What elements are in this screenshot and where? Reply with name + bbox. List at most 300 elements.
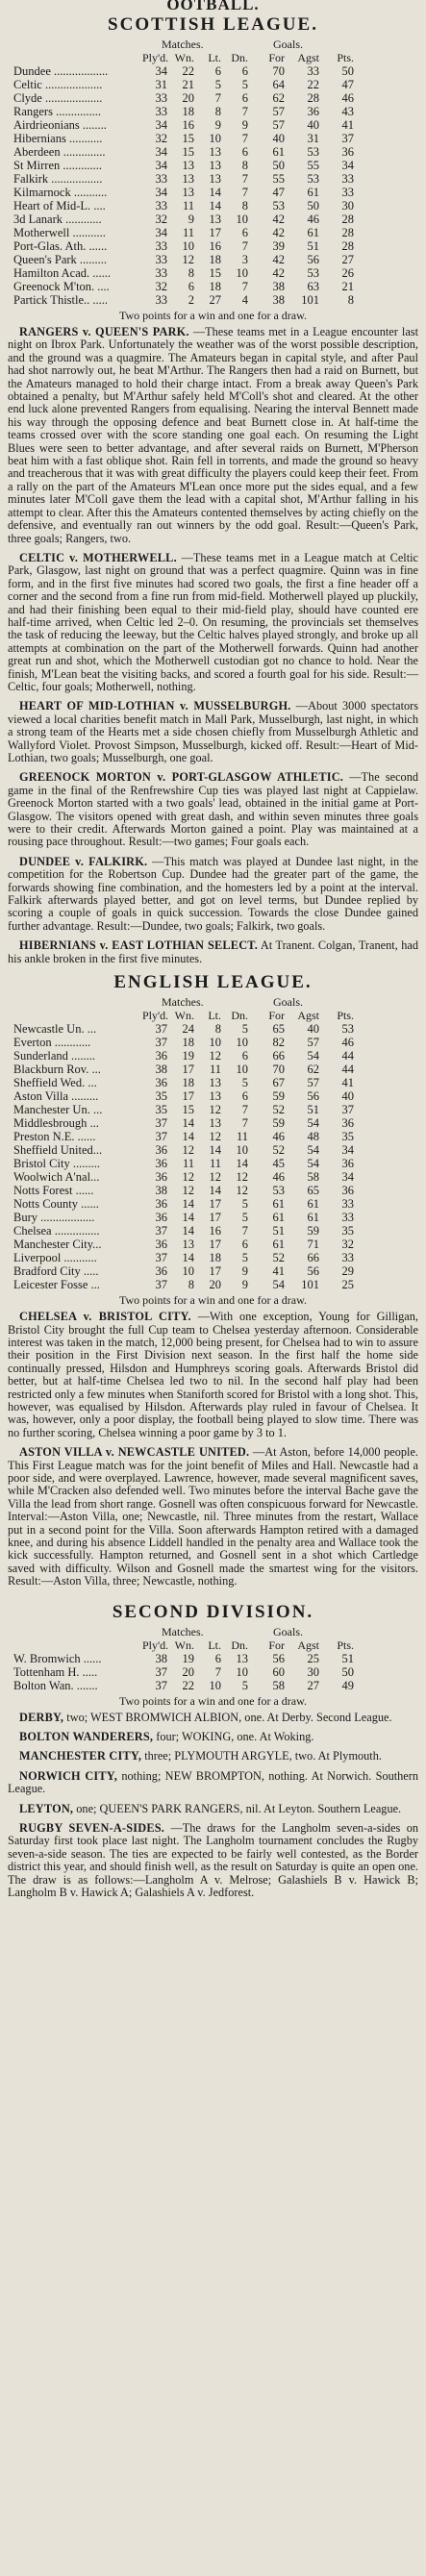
points-cell: 36 xyxy=(341,1184,354,1198)
played-cell: 33 xyxy=(155,105,167,118)
won-cell: 13 xyxy=(182,186,194,199)
matches-group-label: Matches. xyxy=(162,1624,204,1638)
report-headline: BOLTON WANDERERS, xyxy=(19,1730,154,1744)
table-row xyxy=(8,1665,418,1679)
drawn-cell: 6 xyxy=(241,1089,248,1104)
goals-for-cell: 41 xyxy=(272,1264,285,1279)
played-cell: 37 xyxy=(155,1278,167,1292)
goals-for-cell: 64 xyxy=(272,78,285,91)
table-row xyxy=(8,239,418,253)
lost-cell: 14 xyxy=(209,199,221,213)
lost-cell: 27 xyxy=(209,293,221,307)
report-body: nothing; NEW BROMPTON, nothing. At Norwich. Southern League. xyxy=(8,1768,419,1796)
points-cell: 41 xyxy=(341,118,354,132)
goals-for-cell: 46 xyxy=(272,1170,285,1185)
goals-against-cell: 40 xyxy=(307,1022,319,1037)
goals-group-label: Goals. xyxy=(273,1624,303,1638)
drawn-cell: 7 xyxy=(241,239,248,253)
lost-cell: 17 xyxy=(209,1211,221,1225)
goals-for-cell: 66 xyxy=(272,1049,285,1063)
goals-for-cell: 61 xyxy=(272,145,285,159)
goals-against-cell: 46 xyxy=(307,213,319,226)
goals-against-cell: 31 xyxy=(307,132,319,145)
lost-cell: 8 xyxy=(214,105,221,118)
played-cell: 34 xyxy=(155,159,167,172)
points-cell: 35 xyxy=(341,1224,354,1238)
played-cell: 32 xyxy=(155,213,167,226)
header-won: Wn. xyxy=(174,1638,194,1652)
goals-against-cell: 25 xyxy=(307,1651,319,1665)
won-cell: 22 xyxy=(182,64,194,78)
won-cell: 17 xyxy=(182,1063,194,1077)
lost-cell: 17 xyxy=(209,1238,221,1252)
points-cell: 44 xyxy=(341,1049,354,1063)
goals-against-cell: 54 xyxy=(307,1116,319,1131)
team-name-cell: Bradford City ..... xyxy=(13,1264,99,1279)
played-cell: 36 xyxy=(155,1211,167,1225)
table-row xyxy=(8,91,418,105)
team-name-cell: Everton ............ xyxy=(13,1036,91,1050)
goals-against-cell: 28 xyxy=(307,91,319,105)
report-headline: DUNDEE v. FALKIRK. xyxy=(19,854,148,868)
played-cell: 33 xyxy=(155,253,167,266)
header-points: Pts. xyxy=(337,51,354,64)
points-cell: 26 xyxy=(341,266,354,280)
table-row xyxy=(8,1089,418,1103)
drawn-cell: 10 xyxy=(236,1063,248,1077)
played-cell: 32 xyxy=(155,132,167,145)
points-cell: 36 xyxy=(341,1157,354,1171)
table-row xyxy=(8,1103,418,1116)
lost-cell: 11 xyxy=(209,1063,221,1077)
goals-against-cell: 63 xyxy=(307,280,319,293)
played-cell: 37 xyxy=(155,1116,167,1131)
lost-cell: 10 xyxy=(209,1678,221,1692)
won-cell: 12 xyxy=(182,1170,194,1185)
second-division-section xyxy=(8,1602,418,1900)
goals-against-cell: 36 xyxy=(307,105,319,118)
team-name-cell: Sheffield United... xyxy=(13,1143,103,1158)
goals-for-cell: 62 xyxy=(272,91,285,105)
goals-against-cell: 53 xyxy=(307,145,319,159)
drawn-cell: 7 xyxy=(241,172,248,186)
points-cell: 28 xyxy=(341,239,354,253)
points-cell: 34 xyxy=(341,1170,354,1185)
goals-for-cell: 52 xyxy=(272,1103,285,1117)
goals-for-cell: 59 xyxy=(272,1116,285,1131)
points-cell: 53 xyxy=(341,1022,354,1037)
match-report xyxy=(8,1446,418,1588)
team-name-cell: Liverpool ........... xyxy=(13,1251,97,1265)
won-cell: 9 xyxy=(188,213,194,226)
table-row xyxy=(8,293,418,307)
goals-against-cell: 54 xyxy=(307,1143,319,1158)
table-row xyxy=(8,1652,418,1665)
drawn-cell: 10 xyxy=(236,213,248,226)
match-report xyxy=(8,552,418,693)
header-against: Agst xyxy=(297,1638,319,1652)
table-row xyxy=(8,172,418,186)
english-match-reports xyxy=(8,1311,418,1588)
points-cell: 34 xyxy=(341,1143,354,1158)
drawn-cell: 10 xyxy=(236,1143,248,1158)
won-cell: 16 xyxy=(182,118,194,132)
goals-for-cell: 39 xyxy=(272,239,285,253)
lost-cell: 10 xyxy=(209,132,221,145)
points-cell: 30 xyxy=(341,199,354,213)
report-headline: GREENOCK MORTON v. PORT-GLASGOW ATHLETIC. xyxy=(19,770,344,785)
english-column-groups xyxy=(8,995,418,1009)
points-cell: 40 xyxy=(341,1089,354,1104)
lost-cell: 13 xyxy=(209,213,221,226)
scottish-league-section xyxy=(8,14,418,965)
lost-cell: 13 xyxy=(209,172,221,186)
header-won: Wn. xyxy=(174,1009,194,1023)
won-cell: 6 xyxy=(188,280,194,293)
won-cell: 13 xyxy=(182,159,194,172)
goals-against-cell: 57 xyxy=(307,1036,319,1050)
goals-against-cell: 54 xyxy=(307,1157,319,1171)
lost-cell: 15 xyxy=(209,266,221,280)
team-name-cell: Manchester City... xyxy=(13,1238,102,1252)
match-report xyxy=(8,1731,418,1743)
drawn-cell: 12 xyxy=(236,1184,248,1198)
played-cell: 36 xyxy=(155,1197,167,1212)
header-drawn: Dn. xyxy=(231,51,248,64)
lost-cell: 17 xyxy=(209,1197,221,1212)
lost-cell: 18 xyxy=(209,253,221,266)
played-cell: 36 xyxy=(155,1238,167,1252)
lost-cell: 12 xyxy=(209,1170,221,1185)
match-report xyxy=(8,1750,418,1763)
section-masthead: OOTBALL. xyxy=(166,0,260,13)
second-division-title: SECOND DIVISION. xyxy=(112,1601,314,1622)
table-row xyxy=(8,226,418,239)
table-row xyxy=(8,1130,418,1143)
drawn-cell: 9 xyxy=(241,118,248,132)
goals-against-cell: 61 xyxy=(307,1197,319,1212)
goals-for-cell: 53 xyxy=(272,1184,285,1198)
goals-against-cell: 101 xyxy=(301,293,319,307)
played-cell: 35 xyxy=(155,1103,167,1117)
header-played: Ply'd. xyxy=(142,1009,169,1023)
goals-for-cell: 55 xyxy=(272,172,285,186)
lost-cell: 7 xyxy=(214,1664,221,1679)
goals-against-cell: 65 xyxy=(307,1184,319,1198)
goals-for-cell: 70 xyxy=(272,64,285,78)
english-league-section xyxy=(8,972,418,1588)
goals-against-cell: 56 xyxy=(307,1264,319,1279)
table-row xyxy=(8,266,418,280)
drawn-cell: 5 xyxy=(241,78,248,91)
goals-for-cell: 54 xyxy=(272,1278,285,1292)
goals-against-cell: 51 xyxy=(307,1103,319,1117)
drawn-cell: 6 xyxy=(241,145,248,159)
header-points: Pts. xyxy=(337,1009,354,1023)
drawn-cell: 10 xyxy=(236,1036,248,1050)
matches-group-label: Matches. xyxy=(162,995,204,1010)
team-name-cell: Bolton Wan. ....... xyxy=(13,1678,98,1692)
second-table-body xyxy=(8,1652,418,1692)
won-cell: 18 xyxy=(182,105,194,118)
team-name-cell: Dundee .................. xyxy=(13,64,109,78)
lost-cell: 12 xyxy=(209,1130,221,1144)
header-played: Ply'd. xyxy=(142,51,169,64)
scottish-league-title: SCOTTISH LEAGUE. xyxy=(108,14,318,35)
team-name-cell: Tottenham H. ..... xyxy=(13,1664,98,1679)
lost-cell: 20 xyxy=(209,1278,221,1292)
report-headline: NORWICH CITY, xyxy=(19,1768,118,1783)
goals-for-cell: 59 xyxy=(272,1089,285,1104)
drawn-cell: 6 xyxy=(241,1238,248,1252)
won-cell: 8 xyxy=(188,1278,194,1292)
goals-for-cell: 57 xyxy=(272,105,285,118)
table-row xyxy=(8,1197,418,1211)
team-name-cell: Chelsea ............... xyxy=(13,1224,100,1238)
match-report xyxy=(8,1822,418,1899)
won-cell: 14 xyxy=(182,1251,194,1265)
drawn-cell: 10 xyxy=(236,266,248,280)
played-cell: 33 xyxy=(155,293,167,307)
report-headline: RANGERS v. QUEEN'S PARK. xyxy=(19,325,189,338)
played-cell: 34 xyxy=(155,145,167,159)
lost-cell: 8 xyxy=(214,1022,221,1037)
team-name-cell: Queen's Park ......... xyxy=(13,253,108,266)
lost-cell: 13 xyxy=(209,159,221,172)
drawn-cell: 8 xyxy=(241,159,248,172)
drawn-cell: 7 xyxy=(241,1116,248,1131)
points-cell: 33 xyxy=(341,1197,354,1212)
won-cell: 17 xyxy=(182,1089,194,1104)
report-headline: LEYTON, xyxy=(19,1801,74,1815)
goals-against-cell: 53 xyxy=(307,266,319,280)
table-row xyxy=(8,253,418,266)
played-cell: 33 xyxy=(155,266,167,280)
lost-cell: 16 xyxy=(209,1224,221,1238)
report-body: At Tranent. Colgan, Tranent, had his ankle broken in the first five minutes. xyxy=(8,938,418,965)
report-headline: HEART OF MID-LOTHIAN v. MUSSELBURGH. xyxy=(19,699,291,713)
won-cell: 18 xyxy=(182,1076,194,1090)
team-name-cell: Manchester Un. ... xyxy=(13,1103,103,1117)
match-report xyxy=(8,856,418,933)
goals-against-cell: 71 xyxy=(307,1238,319,1252)
points-cell: 46 xyxy=(341,1036,354,1050)
report-body: three; PLYMOUTH ARGYLE, two. At Plymouth. xyxy=(144,1749,382,1763)
team-name-cell: Kilmarnock ........... xyxy=(13,186,108,199)
drawn-cell: 5 xyxy=(241,1197,248,1212)
table-row xyxy=(8,1278,418,1291)
drawn-cell: 9 xyxy=(241,1278,248,1292)
team-name-cell: Aberdeen .............. xyxy=(13,145,106,159)
played-cell: 32 xyxy=(155,280,167,293)
second-match-reports xyxy=(8,1712,418,1900)
goals-for-cell: 61 xyxy=(272,1211,285,1225)
played-cell: 36 xyxy=(155,1076,167,1090)
won-cell: 18 xyxy=(182,1036,194,1050)
english-points-note: Two points for a win and one for a draw. xyxy=(119,1293,307,1308)
points-cell: 32 xyxy=(341,1238,354,1252)
won-cell: 12 xyxy=(182,253,194,266)
drawn-cell: 3 xyxy=(241,253,248,266)
report-headline: HIBERNIANS v. EAST LOTHIAN SELECT. xyxy=(19,938,259,953)
header-against: Agst xyxy=(297,1009,319,1023)
table-row xyxy=(8,1224,418,1238)
team-name-cell: Sheffield Wed. ... xyxy=(13,1076,97,1090)
table-row xyxy=(8,145,418,159)
team-name-cell: Newcastle Un. ... xyxy=(13,1022,97,1037)
header-drawn: Dn. xyxy=(231,1009,248,1023)
report-headline: CHELSEA v. BRISTOL CITY. xyxy=(19,1310,191,1324)
team-name-cell: Greenock M'ton. .... xyxy=(13,280,110,293)
goals-for-cell: 38 xyxy=(272,280,285,293)
goals-against-cell: 53 xyxy=(307,172,319,186)
team-name-cell: Airdrieonians ........ xyxy=(13,118,107,132)
goals-against-cell: 30 xyxy=(307,1664,319,1679)
won-cell: 19 xyxy=(182,1651,194,1665)
table-row xyxy=(8,199,418,213)
won-cell: 14 xyxy=(182,1224,194,1238)
won-cell: 2 xyxy=(188,293,194,307)
goals-for-cell: 57 xyxy=(272,118,285,132)
team-name-cell: Notts County ...... xyxy=(13,1197,99,1212)
team-name-cell: Motherwell ........... xyxy=(13,226,106,239)
lost-cell: 18 xyxy=(209,280,221,293)
goals-for-cell: 58 xyxy=(272,1678,285,1692)
played-cell: 37 xyxy=(155,1664,167,1679)
drawn-cell: 12 xyxy=(236,1170,248,1185)
second-points-note: Two points for a win and one for a draw. xyxy=(119,1693,307,1708)
played-cell: 34 xyxy=(155,186,167,199)
lost-cell: 14 xyxy=(209,186,221,199)
points-cell: 43 xyxy=(341,105,354,118)
won-cell: 8 xyxy=(188,266,194,280)
report-headline: MANCHESTER CITY, xyxy=(19,1749,142,1763)
goals-against-cell: 50 xyxy=(307,199,319,213)
won-cell: 20 xyxy=(182,1664,194,1679)
scottish-table-header xyxy=(8,51,418,64)
table-row xyxy=(8,1170,418,1184)
played-cell: 34 xyxy=(155,226,167,239)
team-name-cell: Hamilton Acad. ...... xyxy=(13,266,112,280)
won-cell: 15 xyxy=(182,132,194,145)
won-cell: 20 xyxy=(182,91,194,105)
table-row xyxy=(8,1157,418,1170)
goals-for-cell: 56 xyxy=(272,1651,285,1665)
team-name-cell: Leicester Fosse ... xyxy=(13,1278,100,1292)
played-cell: 38 xyxy=(155,1184,167,1198)
lost-cell: 14 xyxy=(209,1184,221,1198)
report-body: —With one exception, Young for Gilligan, Bristol City brought the full Cup team to Chelsea yesterday afternoon. Considerable interest was taken in the match, 12,000 being present, for Chelsea had to win to assure their position in the First Division next season. In the first half the home side continually pressed, Hilsdon and Humphreys scoring goals. Afterwards Bristol did better, but at half-time Chelsea led two to nil. In the second half play had been restricted only a few minutes when Staniforth scored for Bristol with a long shot. This, however, was equalised by Hilsdon. Afterwards play ruled in favour of Chelsea. It was, however, only a poor display, the football being played to slow time. There was no further scoring, Chelsea winning a poor game by 3 to 1. xyxy=(8,1310,418,1439)
matches-group-label: Matches. xyxy=(162,38,204,51)
won-cell: 13 xyxy=(182,1238,194,1252)
won-cell: 13 xyxy=(182,172,194,186)
goals-for-cell: 61 xyxy=(272,1197,285,1212)
team-name-cell: Rangers ............... xyxy=(13,105,101,118)
header-for: For xyxy=(268,1009,285,1023)
played-cell: 34 xyxy=(155,64,167,78)
won-cell: 11 xyxy=(182,226,194,239)
played-cell: 38 xyxy=(155,1063,167,1077)
goals-for-cell: 67 xyxy=(272,1076,285,1090)
goals-against-cell: 59 xyxy=(307,1224,319,1238)
match-report xyxy=(8,326,418,545)
points-cell: 41 xyxy=(341,1076,354,1090)
team-name-cell: Bristol City ......... xyxy=(13,1157,100,1171)
won-cell: 11 xyxy=(182,199,194,213)
played-cell: 33 xyxy=(155,91,167,105)
lost-cell: 10 xyxy=(209,1036,221,1050)
report-body: —The draws for the Langholm seven-a-sides on Saturday first took place last night. The Langholm tournament concludes the Rugby seven-a-side season. The ties are expected to be fairly well contested, as the Border district this year, and should finish well, as the result on Saturday is quite an open one. The draw is as follows:—Langholm A v. Melrose; Galashiels B v. Hawick B; Langholm B v. Hawick A; Galashiels A v. Jedforest. xyxy=(8,1821,418,1900)
lost-cell: 14 xyxy=(209,1143,221,1158)
goals-against-cell: 56 xyxy=(307,253,319,266)
drawn-cell: 7 xyxy=(241,105,248,118)
team-name-cell: Middlesbrough ... xyxy=(13,1116,99,1131)
match-report xyxy=(8,1770,418,1796)
lost-cell: 13 xyxy=(209,1089,221,1104)
lost-cell: 6 xyxy=(214,1651,221,1665)
points-cell: 51 xyxy=(341,1651,354,1665)
won-cell: 22 xyxy=(182,1678,194,1692)
drawn-cell: 13 xyxy=(236,1651,248,1665)
table-row xyxy=(8,1679,418,1692)
drawn-cell: 7 xyxy=(241,1103,248,1117)
drawn-cell: 6 xyxy=(241,1049,248,1063)
table-row xyxy=(8,1238,418,1251)
points-cell: 50 xyxy=(341,1664,354,1679)
goals-for-cell: 52 xyxy=(272,1251,285,1265)
points-cell: 33 xyxy=(341,172,354,186)
header-for: For xyxy=(268,1638,285,1652)
team-name-cell: Falkirk ................. xyxy=(13,172,103,186)
match-report xyxy=(8,939,418,965)
won-cell: 24 xyxy=(182,1022,194,1037)
second-table-header xyxy=(8,1638,418,1652)
header-for: For xyxy=(268,51,285,64)
goals-for-cell: 60 xyxy=(272,1664,285,1679)
goals-against-cell: 62 xyxy=(307,1063,319,1077)
points-cell: 33 xyxy=(341,1211,354,1225)
drawn-cell: 5 xyxy=(241,1251,248,1265)
played-cell: 37 xyxy=(155,1036,167,1050)
header-lost: Lt. xyxy=(208,1638,221,1652)
team-name-cell: Port-Glas. Ath. ...... xyxy=(13,239,108,253)
played-cell: 37 xyxy=(155,1678,167,1692)
goals-for-cell: 53 xyxy=(272,199,285,213)
table-row xyxy=(8,1143,418,1157)
goals-against-cell: 55 xyxy=(307,159,319,172)
table-row xyxy=(8,1022,418,1036)
scottish-table-body xyxy=(8,64,418,307)
goals-against-cell: 54 xyxy=(307,1049,319,1063)
scottish-column-groups xyxy=(8,38,418,51)
table-row xyxy=(8,1036,418,1049)
drawn-cell: 5 xyxy=(241,1022,248,1037)
goals-for-cell: 42 xyxy=(272,253,285,266)
won-cell: 12 xyxy=(182,1184,194,1198)
goals-against-cell: 33 xyxy=(307,64,319,78)
table-row xyxy=(8,1211,418,1224)
played-cell: 35 xyxy=(155,1089,167,1104)
report-body: —This match was played at Dundee last night, in the competition for the Robertson Cup. Dundee had the greater part of the game, the forwards showing fine combination, and the homesters led by a point at the interval. Falkirk afterwards played better, and got on level terms, but Dundee replied by scoring a couple of goals in quick succession. Towards the close Dundee gained further advantage. Result:—Dundee, two goals; Falkirk, two goals. xyxy=(8,854,418,933)
team-name-cell: St Mirren ............. xyxy=(13,159,103,172)
lost-cell: 11 xyxy=(209,1157,221,1171)
played-cell: 34 xyxy=(155,118,167,132)
won-cell: 14 xyxy=(182,1211,194,1225)
drawn-cell: 14 xyxy=(236,1157,248,1171)
table-row xyxy=(8,1049,418,1063)
played-cell: 36 xyxy=(155,1170,167,1185)
won-cell: 10 xyxy=(182,1264,194,1279)
